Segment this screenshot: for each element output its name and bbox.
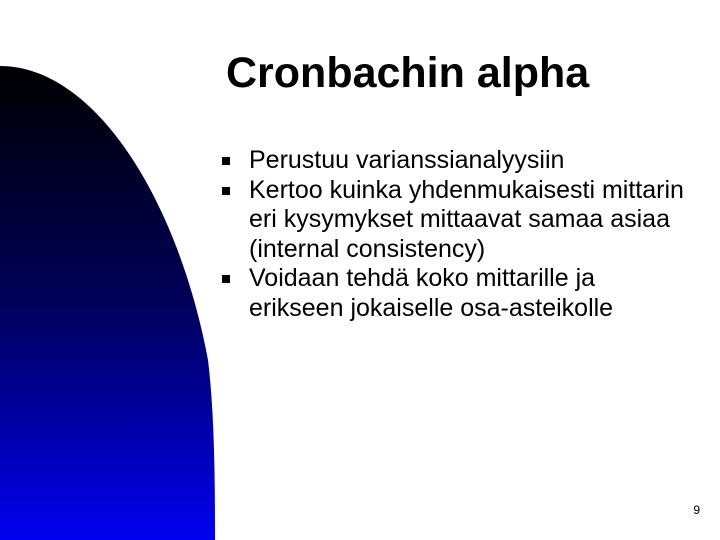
bullet-text: Perustuu varianssianalyysiin xyxy=(249,146,565,174)
page-number: 9 xyxy=(693,503,700,517)
square-bullet-icon xyxy=(222,275,230,283)
bullet-text: Voidaan tehdä koko mittarille ja erikseen jokaiselle osa-asteikolle xyxy=(249,264,614,322)
bullet-item xyxy=(222,176,692,265)
square-bullet-icon xyxy=(222,157,230,165)
bullet-item xyxy=(222,146,692,176)
square-bullet-icon xyxy=(222,187,230,195)
bullet-text: Kertoo kuinka yhdenmukaisesti mittarin eri kysymykset mittaavat samaa asiaa (internal consistency) xyxy=(249,175,684,263)
slide-title: Cronbachin alpha xyxy=(226,49,590,97)
bullet-list xyxy=(222,146,692,323)
bullet-item xyxy=(222,264,692,323)
